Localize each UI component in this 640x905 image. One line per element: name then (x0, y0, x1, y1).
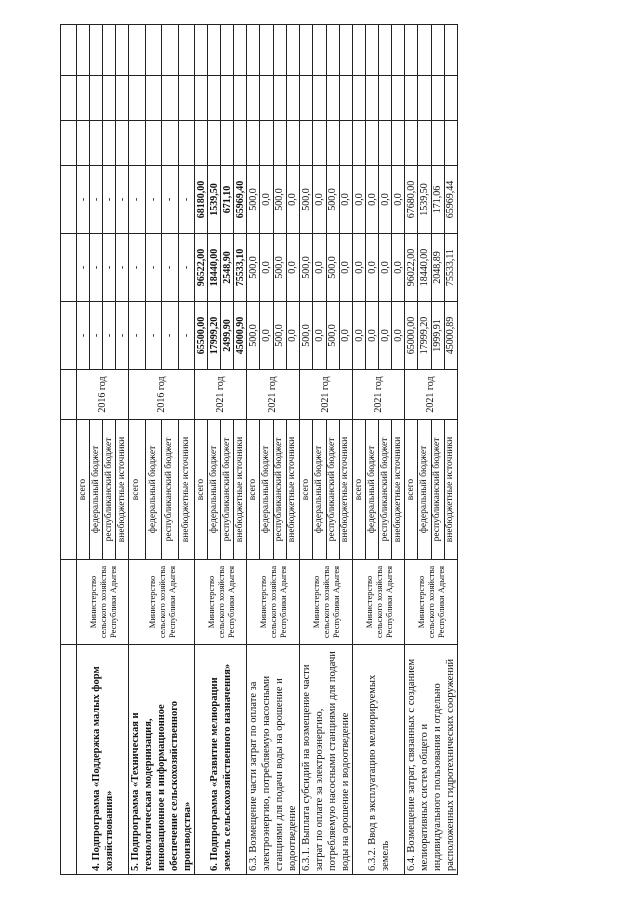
value-cell: - (77, 166, 90, 234)
program-title: 6.4. Возмещение затрат, связанных с созданием мелиоративных систем общего и индивидуального пользования и отдельно расположенных гидротехнических сооружений (405, 645, 458, 875)
program-title: 6.3.1. Выплата субсидий на возмещение части затрат по оплате за электроэнергию, потребляемую насосными станциями для подачи воды на орошение и водоотведение (300, 645, 353, 875)
executor: Министерство сельского хозяйства Республики Адыгея (405, 560, 458, 645)
empty-cell (339, 76, 352, 121)
empty-cell (286, 121, 299, 166)
empty-cell (195, 121, 208, 166)
empty-cell (162, 25, 179, 76)
year: 2016 год (129, 370, 195, 420)
empty-cell (234, 76, 247, 121)
value-cell: - (145, 302, 162, 370)
funding-source: всего (77, 420, 90, 560)
funding-source: всего (405, 420, 418, 560)
value-cell: - (178, 234, 195, 302)
funding-source: республиканский бюджет (221, 420, 234, 560)
value-cell: 0,0 (313, 166, 326, 234)
value-cell: 500,0 (273, 302, 286, 370)
empty-cell (313, 121, 326, 166)
empty-cell (444, 25, 457, 76)
empty-cell (300, 76, 313, 121)
empty-cell (221, 121, 234, 166)
value-cell: - (77, 234, 90, 302)
empty-cell (366, 25, 379, 76)
empty-cell (379, 25, 392, 76)
value-cell: 0,0 (313, 234, 326, 302)
empty-cell (77, 121, 90, 166)
table-row (77, 25, 90, 875)
value-cell: 45000,90 (234, 302, 247, 370)
funding-source: внебюджетные источники (116, 420, 129, 560)
value-cell: 0,0 (339, 166, 352, 234)
value-cell: 17999,20 (208, 302, 221, 370)
value-cell: 0,0 (366, 302, 379, 370)
empty-cell (178, 121, 195, 166)
empty-cell (103, 121, 116, 166)
value-cell: 0,0 (260, 166, 273, 234)
top-stub-row (61, 25, 77, 875)
value-cell: 65500,00 (195, 302, 208, 370)
value-cell: 67680,00 (405, 166, 418, 234)
empty-cell (366, 121, 379, 166)
empty-cell (90, 121, 103, 166)
value-cell: - (77, 302, 90, 370)
value-cell: 500,0 (326, 302, 339, 370)
executor: Министерство сельского хозяйства Республики Адыгея (300, 560, 353, 645)
empty-cell (405, 76, 418, 121)
table-row (195, 25, 208, 875)
value-cell: 0,0 (260, 302, 273, 370)
empty-cell (221, 25, 234, 76)
value-cell: 75533,10 (234, 234, 247, 302)
value-cell: 18440,00 (208, 234, 221, 302)
program-title: 6.3.2. Ввод в эксплуатацию мелиорируемых земель (353, 645, 405, 875)
funding-source: республиканский бюджет (379, 420, 392, 560)
empty-cell (444, 121, 457, 166)
empty-cell (379, 121, 392, 166)
value-cell: 1999,91 (431, 302, 444, 370)
value-cell: 0,0 (286, 166, 299, 234)
value-cell: 0,0 (353, 166, 366, 234)
value-cell: - (129, 302, 146, 370)
funding-source: внебюджетные источники (286, 420, 299, 560)
value-cell: 0,0 (379, 234, 392, 302)
value-cell: - (129, 166, 146, 234)
empty-cell (145, 25, 162, 76)
empty-cell (208, 121, 221, 166)
empty-cell (353, 76, 366, 121)
value-cell: - (178, 302, 195, 370)
rotated-page (60, 25, 585, 875)
empty-cell (77, 76, 90, 121)
stub-cell (61, 420, 77, 560)
value-cell: 171,06 (431, 166, 444, 234)
stub-cell (61, 234, 77, 302)
empty-cell (77, 25, 90, 76)
value-cell: - (90, 302, 103, 370)
empty-cell (129, 121, 146, 166)
executor: Министерство сельского хозяйства Республики Адыгея (247, 560, 300, 645)
value-cell: 500,0 (326, 234, 339, 302)
value-cell: 0,0 (353, 302, 366, 370)
empty-cell (178, 25, 195, 76)
value-cell: 0,0 (366, 234, 379, 302)
funding-source: федеральный бюджет (90, 420, 103, 560)
value-cell: 500,0 (300, 234, 313, 302)
empty-cell (247, 76, 260, 121)
value-cell: 45000,89 (444, 302, 457, 370)
empty-cell (392, 25, 405, 76)
empty-cell (273, 25, 286, 76)
empty-cell (418, 25, 431, 76)
value-cell: - (178, 166, 195, 234)
year: 2021 год (405, 370, 458, 420)
empty-cell (353, 25, 366, 76)
funding-source: республиканский бюджет (431, 420, 444, 560)
empty-cell (418, 76, 431, 121)
value-cell: - (103, 166, 116, 234)
year: 2021 год (300, 370, 353, 420)
empty-cell (103, 76, 116, 121)
stub-cell (61, 25, 77, 76)
empty-cell (178, 76, 195, 121)
value-cell: 96022,00 (405, 234, 418, 302)
empty-cell (195, 25, 208, 76)
value-cell: 671,10 (221, 166, 234, 234)
value-cell: 500,0 (247, 166, 260, 234)
value-cell: 2548,90 (221, 234, 234, 302)
funding-source: республиканский бюджет (162, 420, 179, 560)
empty-cell (273, 76, 286, 121)
value-cell: 0,0 (339, 302, 352, 370)
table-body (61, 25, 458, 875)
empty-cell (431, 121, 444, 166)
value-cell: 500,0 (273, 166, 286, 234)
value-cell: 0,0 (392, 166, 405, 234)
year: 2021 год (247, 370, 300, 420)
value-cell: - (162, 234, 179, 302)
empty-cell (90, 76, 103, 121)
empty-cell (208, 76, 221, 121)
value-cell: 500,0 (273, 234, 286, 302)
funding-source: всего (247, 420, 260, 560)
value-cell: 500,0 (300, 302, 313, 370)
value-cell: - (90, 234, 103, 302)
value-cell: 65969,40 (234, 166, 247, 234)
empty-cell (162, 121, 179, 166)
funding-source: федеральный бюджет (366, 420, 379, 560)
empty-cell (405, 121, 418, 166)
value-cell: 96522,00 (195, 234, 208, 302)
funding-source: всего (300, 420, 313, 560)
empty-cell (418, 121, 431, 166)
funding-source: всего (195, 420, 208, 560)
year: 2021 год (353, 370, 405, 420)
value-cell: 0,0 (366, 166, 379, 234)
empty-cell (300, 121, 313, 166)
funding-source: федеральный бюджет (145, 420, 162, 560)
value-cell: 2499,90 (221, 302, 234, 370)
empty-cell (286, 76, 299, 121)
value-cell: - (116, 234, 129, 302)
table-row (405, 25, 418, 875)
empty-cell (431, 76, 444, 121)
value-cell: 0,0 (286, 234, 299, 302)
value-cell: 75533,11 (444, 234, 457, 302)
stub-cell (61, 302, 77, 370)
year: 2016 год (77, 370, 129, 420)
empty-cell (444, 76, 457, 121)
funding-source: всего (129, 420, 146, 560)
stub-cell (61, 645, 77, 875)
value-cell: 0,0 (392, 302, 405, 370)
value-cell: - (116, 166, 129, 234)
value-cell: 2048,89 (431, 234, 444, 302)
empty-cell (339, 25, 352, 76)
empty-cell (90, 25, 103, 76)
value-cell: 500,0 (300, 166, 313, 234)
value-cell: - (162, 166, 179, 234)
value-cell: - (103, 302, 116, 370)
empty-cell (431, 25, 444, 76)
empty-cell (260, 121, 273, 166)
empty-cell (405, 25, 418, 76)
stub-cell (61, 121, 77, 166)
empty-cell (392, 76, 405, 121)
value-cell: - (162, 302, 179, 370)
value-cell: - (103, 234, 116, 302)
value-cell: - (116, 302, 129, 370)
value-cell: 65969,44 (444, 166, 457, 234)
empty-cell (326, 121, 339, 166)
empty-cell (247, 121, 260, 166)
empty-cell (313, 76, 326, 121)
value-cell: 0,0 (286, 302, 299, 370)
year: 2021 год (195, 370, 247, 420)
value-cell: 17999,20 (418, 302, 431, 370)
budget-table (60, 24, 458, 875)
executor: Министерство сельского хозяйства Республики Адыгея (353, 560, 405, 645)
value-cell: 0,0 (260, 234, 273, 302)
empty-cell (116, 121, 129, 166)
empty-cell (353, 121, 366, 166)
empty-cell (162, 76, 179, 121)
empty-cell (326, 76, 339, 121)
value-cell: 68180,00 (195, 166, 208, 234)
value-cell: 1539,50 (208, 166, 221, 234)
executor: Министерство сельского хозяйства Республики Адыгея (129, 560, 195, 645)
empty-cell (286, 25, 299, 76)
empty-cell (129, 25, 146, 76)
value-cell: 0,0 (339, 234, 352, 302)
empty-cell (116, 25, 129, 76)
funding-source: федеральный бюджет (260, 420, 273, 560)
empty-cell (145, 76, 162, 121)
funding-source: внебюджетные источники (339, 420, 352, 560)
program-title: 6.3. Возмещение части затрат по оплате за электроэнергию, потребляемую насосными станциями для подачи воды на орошение и водоотведение (247, 645, 300, 875)
funding-source: республиканский бюджет (273, 420, 286, 560)
empty-cell (221, 76, 234, 121)
empty-cell (326, 25, 339, 76)
value-cell: 1539,50 (418, 166, 431, 234)
value-cell: 0,0 (379, 166, 392, 234)
funding-source: республиканский бюджет (103, 420, 116, 560)
funding-source: внебюджетные источники (392, 420, 405, 560)
empty-cell (339, 121, 352, 166)
funding-source: федеральный бюджет (313, 420, 326, 560)
empty-cell (116, 76, 129, 121)
value-cell: 0,0 (313, 302, 326, 370)
value-cell: 0,0 (353, 234, 366, 302)
value-cell: - (129, 234, 146, 302)
value-cell: - (145, 234, 162, 302)
funding-source: всего (353, 420, 366, 560)
value-cell: 500,0 (247, 234, 260, 302)
empty-cell (247, 25, 260, 76)
stub-cell (61, 76, 77, 121)
table-row (353, 25, 366, 875)
empty-cell (145, 121, 162, 166)
table-row (129, 25, 146, 875)
stub-cell (61, 370, 77, 420)
empty-cell (379, 76, 392, 121)
executor: Министерство сельского хозяйства Республики Адыгея (195, 560, 247, 645)
funding-source: федеральный бюджет (418, 420, 431, 560)
funding-source: республиканский бюджет (326, 420, 339, 560)
empty-cell (208, 25, 221, 76)
empty-cell (129, 76, 146, 121)
stub-cell (61, 166, 77, 234)
program-title: 6. Подпрограмма «Развитие мелиорации земель сельскохозяйственного назначения» (195, 645, 247, 875)
stub-cell (61, 560, 77, 645)
empty-cell (366, 76, 379, 121)
value-cell: 500,0 (247, 302, 260, 370)
empty-cell (260, 76, 273, 121)
value-cell: - (145, 166, 162, 234)
empty-cell (392, 121, 405, 166)
table-row (247, 25, 260, 875)
empty-cell (260, 25, 273, 76)
empty-cell (103, 25, 116, 76)
funding-source: внебюджетные источники (444, 420, 457, 560)
table-row (300, 25, 313, 875)
funding-source: внебюджетные источники (178, 420, 195, 560)
funding-source: внебюджетные источники (234, 420, 247, 560)
value-cell: 0,0 (379, 302, 392, 370)
empty-cell (195, 76, 208, 121)
program-title: 4. Подпрограмма «Поддержка малых форм хозяйствования» (77, 645, 129, 875)
value-cell: 65000,00 (405, 302, 418, 370)
value-cell: 18440,00 (418, 234, 431, 302)
value-cell: 0,0 (392, 234, 405, 302)
funding-source: федеральный бюджет (208, 420, 221, 560)
value-cell: - (90, 166, 103, 234)
empty-cell (234, 121, 247, 166)
value-cell: 500,0 (326, 166, 339, 234)
empty-cell (273, 121, 286, 166)
empty-cell (300, 25, 313, 76)
empty-cell (313, 25, 326, 76)
executor: Министерство сельского хозяйства Республики Адыгея (77, 560, 129, 645)
program-title: 5. Подпрограмма «Техническая и технологическая модернизация, инновационное и информационное обеспечение сельскохозяйственного производства» (129, 645, 195, 875)
empty-cell (234, 25, 247, 76)
